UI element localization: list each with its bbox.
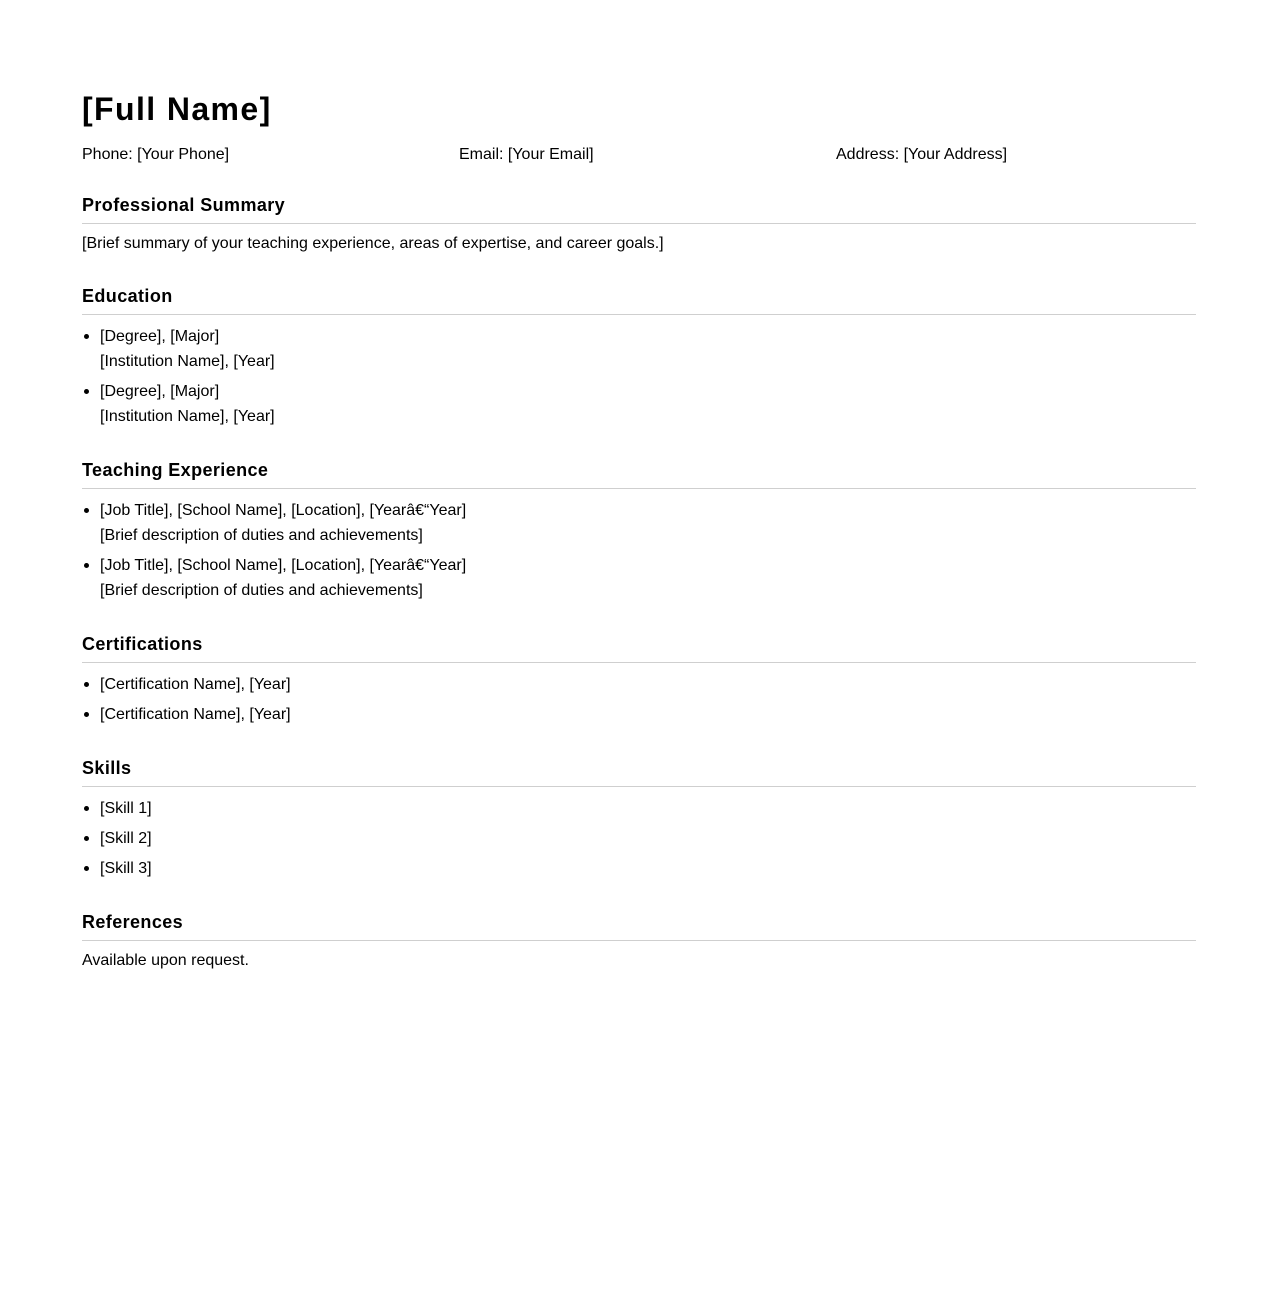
bullet-icon — [84, 836, 89, 841]
experience-job: [Job Title], [School Name], [Location], [Yearâ€“Year] — [100, 557, 467, 574]
certifications-title: Certifications — [82, 632, 1196, 663]
email-text: Email: [Your Email] — [459, 146, 594, 163]
experience-title: Teaching Experience — [82, 458, 1196, 489]
contact-row — [82, 144, 1196, 166]
bullet-icon — [84, 682, 89, 687]
certification-text: [Certification Name], [Year] — [100, 706, 291, 723]
skills-list — [82, 796, 1196, 881]
certification-item — [82, 702, 1196, 727]
skills-title: Skills — [82, 756, 1196, 787]
skill-item — [82, 856, 1196, 881]
education-list — [82, 324, 1196, 429]
experience-item — [82, 553, 1196, 603]
education-institution: [Institution Name], [Year] — [100, 408, 275, 425]
references-title: References — [82, 910, 1196, 941]
bullet-icon — [84, 866, 89, 871]
references-text: Available upon request. — [82, 952, 249, 969]
references-section — [82, 910, 1196, 972]
skill-item — [82, 796, 1196, 821]
education-item — [82, 379, 1196, 429]
education-section — [82, 284, 1196, 429]
bullet-icon — [84, 563, 89, 568]
skill-text: [Skill 1] — [100, 800, 152, 817]
bullet-icon — [84, 712, 89, 717]
summary-section — [82, 193, 1196, 255]
experience-description: [Brief description of duties and achievements] — [100, 527, 423, 544]
education-title: Education — [82, 284, 1196, 315]
summary-title: Professional Summary — [82, 193, 1196, 224]
bullet-icon — [84, 806, 89, 811]
phone-text: Phone: [Your Phone] — [82, 146, 230, 163]
experience-section — [82, 458, 1196, 603]
resume-page — [82, 0, 1196, 972]
education-degree: [Degree], [Major] — [100, 383, 220, 400]
bullet-icon — [84, 508, 89, 513]
certification-text: [Certification Name], [Year] — [100, 676, 291, 693]
skill-text: [Skill 2] — [100, 830, 152, 847]
experience-list — [82, 498, 1196, 603]
address-text: Address: [Your Address] — [836, 146, 1008, 163]
certification-item — [82, 672, 1196, 697]
certifications-section — [82, 632, 1196, 727]
full-name: [Full Name] — [82, 91, 272, 127]
education-degree: [Degree], [Major] — [100, 328, 220, 345]
education-item — [82, 324, 1196, 374]
experience-item — [82, 498, 1196, 548]
certifications-list — [82, 672, 1196, 727]
skill-item — [82, 826, 1196, 851]
summary-text: [Brief summary of your teaching experience, areas of expertise, and career goals.] — [82, 235, 664, 252]
bullet-icon — [84, 389, 89, 394]
skill-text: [Skill 3] — [100, 860, 152, 877]
bullet-icon — [84, 334, 89, 339]
experience-description: [Brief description of duties and achievements] — [100, 582, 423, 599]
skills-section — [82, 756, 1196, 881]
experience-job: [Job Title], [School Name], [Location], [Yearâ€“Year] — [100, 502, 467, 519]
education-institution: [Institution Name], [Year] — [100, 353, 275, 370]
